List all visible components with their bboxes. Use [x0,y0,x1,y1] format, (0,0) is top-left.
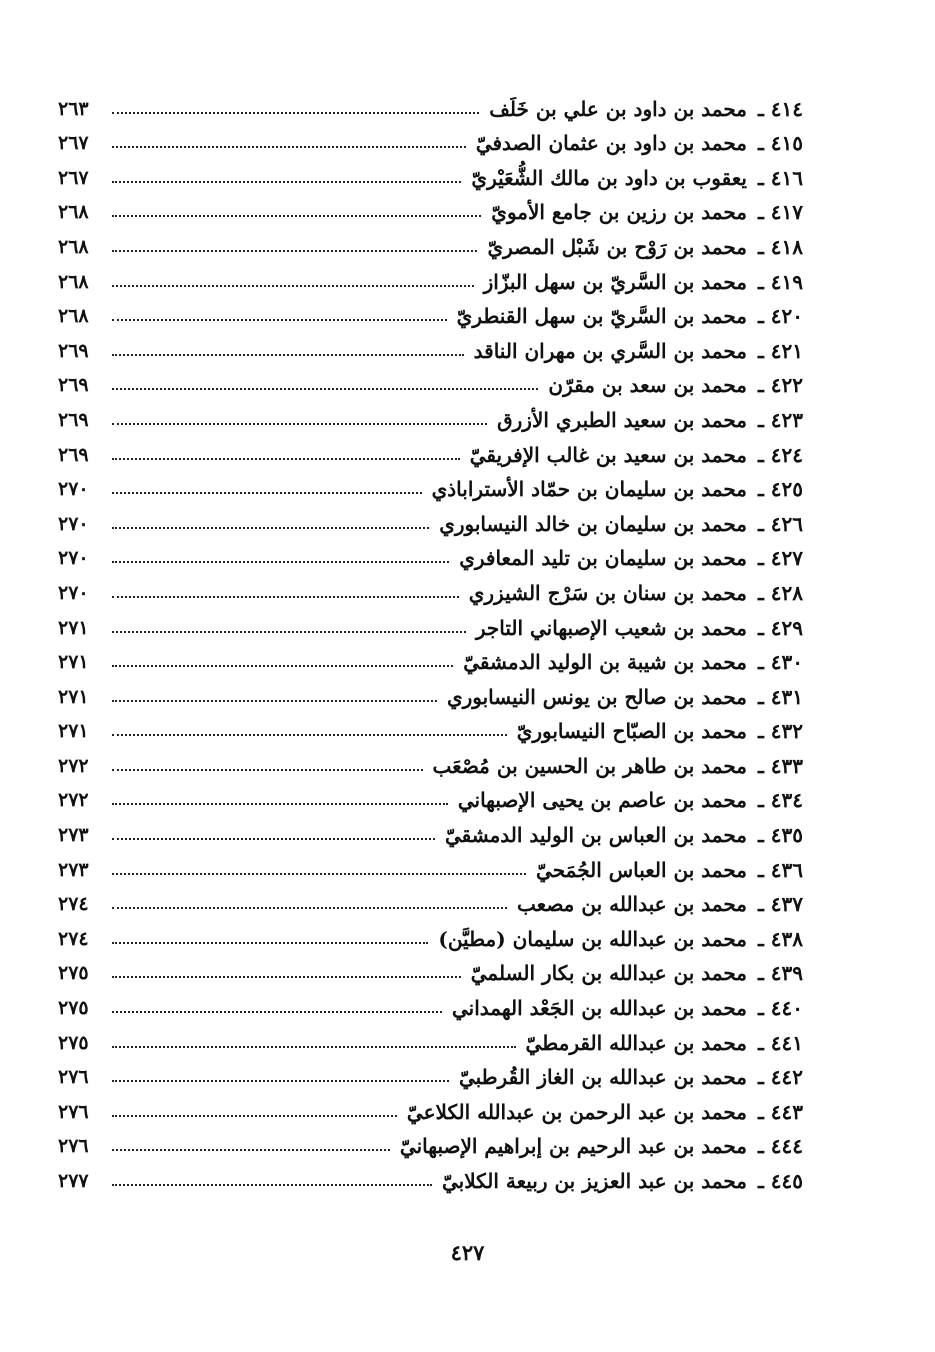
toc-entry [58,1126,803,1161]
toc-entry [58,780,803,815]
dot-leader [112,111,479,114]
toc-entry [58,434,803,469]
entry-title [432,753,803,778]
entry-number: ٤٣٧ ـ [757,892,803,917]
entry-title [489,96,803,121]
entry-number: ٤٢٩ ـ [757,615,803,640]
dot-leader [112,491,422,494]
dot-leader [112,1079,449,1082]
entry-title [438,926,803,951]
entry-name: محمد بن السَّري بن مهران الناقد [473,338,747,363]
entry-title [457,788,803,813]
entry-name: محمد بن رَوْح بن شَبْل المصريّ [487,234,747,259]
table-of-contents [58,88,803,1195]
entry-page: ٢٦٧ [58,132,89,155]
toc-entry [58,849,803,884]
toc-entry [58,711,803,746]
toc-entry [58,399,803,434]
entry-name: محمد بن عبدالله بن بكار السلميّ [470,961,747,986]
entry-number: ٤١٤ ـ [757,96,803,121]
dot-leader [112,560,449,563]
toc-entry [58,918,803,953]
dot-leader [112,318,447,321]
entry-page: ٢٦٨ [58,270,89,293]
entry-number: ٤٣٤ ـ [757,788,803,813]
entry-page: ٢٧١ [58,685,89,708]
entry-number: ٤٣٦ ـ [757,857,803,882]
dot-leader [112,1114,397,1117]
entry-number: ٤١٥ ـ [757,131,803,156]
toc-entry [58,538,803,573]
entry-name: محمد بن عبد العزيز بن ربيعة الكلابيّ [442,1169,747,1193]
entry-title [475,131,803,156]
entry-title [458,1065,803,1090]
entry-name: محمد بن سليمان بن حمّاد الأستراباذي [431,477,747,502]
entry-number: ٤١٩ ـ [757,269,803,294]
entry-number: ٤٣٥ ـ [757,823,803,848]
entry-number: ٤٢١ ـ [757,338,803,363]
entry-page: ٢٧٤ [58,927,89,950]
page-number: ٤٢٧ [450,1240,485,1265]
toc-entry [58,953,803,988]
entry-name: محمد بن شعيب الإصبهاني التاجر [475,615,747,640]
entry-title [459,546,803,571]
entry-number: ٤٢٢ ـ [757,373,803,398]
toc-entry [58,987,803,1022]
entry-name: محمد بن سنان بن سَرْج الشيزري [468,580,747,605]
dot-leader [112,699,437,702]
toc-entry [58,1057,803,1092]
entry-page: ٢٦٧ [58,166,89,189]
entry-page: ٢٦٩ [58,408,89,431]
toc-entry [58,469,803,504]
entry-name: محمد بن عبد الرحيم بن إبراهيم الإصبهانيّ [399,1134,747,1159]
entry-name: محمد بن سعد بن مقرّن [548,373,747,398]
dot-leader [112,214,481,217]
entry-number: ٤٤٣ ـ [757,1099,803,1124]
entry-number: ٤٤٠ ـ [757,996,803,1021]
entry-page: ٢٧٠ [58,581,89,604]
entry-name: محمد بن عبد الرحمن بن عبدالله الكلاعيّ [406,1099,747,1124]
entry-title [473,338,803,363]
entry-title [431,477,803,502]
entry-name: محمد بن سليمان بن تليد المعافري [459,546,747,571]
entry-page: ٢٧٠ [58,512,89,535]
dot-leader [112,837,435,840]
toc-entry [58,226,803,261]
entry-title [463,650,803,675]
entry-page: ٢٧٠ [58,547,89,570]
dot-leader [112,975,461,978]
entry-title [536,857,803,882]
entry-page: ٢٦٣ [58,97,89,120]
toc-entry [58,676,803,711]
entry-number: ٤٤١ ـ [757,1030,803,1055]
dot-leader [112,145,466,148]
entry-title [487,234,803,259]
entry-page: ٢٧٦ [58,1066,89,1089]
toc-entry [58,814,803,849]
toc-entry [58,503,803,538]
entry-name: يعقوب بن داود بن مالك الشُّعَيْريّ [471,165,747,190]
entry-name: محمد بن صالح بن يونس النيسابوري [446,684,747,709]
entry-page: ٢٧٣ [58,858,89,881]
dot-leader [112,872,526,875]
toc-entry [58,157,803,192]
toc-entry [58,88,803,123]
entry-title [444,823,803,848]
dot-leader [112,1148,390,1151]
entry-page: ٢٦٨ [58,235,89,258]
toc-entry [58,745,803,780]
entry-number: ٤٣٨ ـ [757,926,803,951]
dot-leader [112,630,466,633]
toc-entry [58,365,803,400]
entry-title [475,615,803,640]
dot-leader [112,1045,516,1048]
entry-number: ٤٣٠ ـ [757,650,803,675]
entry-page: ٢٧٦ [58,1100,89,1123]
toc-entry [58,642,803,677]
dot-leader [112,1010,442,1013]
entry-name: محمد بن طاهر بن الحسين بن مُصْعَب [432,753,747,778]
dot-leader [112,457,460,460]
toc-entry [58,1091,803,1126]
entry-title [451,996,803,1021]
entry-number: ٤٢٧ ـ [757,546,803,571]
entry-title [471,165,803,190]
entry-name: محمد بن السَّريّ بن سهل القنطريّ [456,304,747,329]
entry-name: محمد بن داود بن علي بن خَلَف [489,96,747,121]
toc-entry [58,296,803,331]
entry-number: ٤٣١ ـ [757,684,803,709]
entry-name: محمد بن عبدالله بن مصعب [517,892,747,917]
entry-page: ٢٧٦ [58,1135,89,1158]
entry-page: ٢٦٩ [58,443,89,466]
entry-number: ٤٣٩ ـ [757,961,803,986]
entry-name: محمد بن عبدالله بن سليمان (مطيَّن) [438,926,747,951]
dot-leader [112,249,477,252]
entry-title [469,442,803,467]
dot-leader [112,422,487,425]
entry-number: ٤٤٤ ـ [757,1134,803,1159]
toc-entry [58,192,803,227]
entry-page: ٢٧١ [58,720,89,743]
dot-leader [112,733,507,736]
entry-title [406,1099,803,1124]
entry-title [548,373,803,398]
entry-page: ٢٦٨ [58,305,89,328]
entry-title [516,719,803,744]
entry-title [483,269,803,294]
dot-leader [112,941,428,944]
toc-entry [58,572,803,607]
entry-page: ٢٧٧ [58,1170,89,1192]
dot-leader [112,664,453,667]
dot-leader [112,802,448,805]
entry-name: محمد بن الصبّاح النيسابوريّ [516,719,747,744]
toc-entry [58,1022,803,1057]
entry-title [517,892,803,917]
entry-page: ٢٧١ [58,651,89,674]
entry-title [446,684,803,709]
entry-title [468,580,803,605]
entry-title [399,1134,803,1159]
entry-number: ٤٤٥ ـ [757,1169,803,1193]
entry-page: ٢٧٢ [58,789,89,812]
dot-leader [112,284,474,287]
entry-page: ٢٦٩ [58,374,89,397]
entry-name: محمد بن عبدالله القرمطيّ [525,1030,747,1055]
entry-number: ٤١٧ ـ [757,200,803,225]
entry-title [491,200,803,225]
entry-title [439,511,803,536]
entry-name: محمد بن العباس الجُمَحيّ [536,857,747,882]
dot-leader [112,180,461,183]
entry-number: ٤٢٥ ـ [757,477,803,502]
entry-page: ٢٧٢ [58,754,89,777]
entry-name: محمد بن عبدالله بن الجَعْد الهمداني [451,996,747,1021]
dot-leader [112,595,459,598]
entry-page: ٢٧٠ [58,478,89,501]
entry-page: ٢٧٥ [58,997,89,1020]
entry-title [525,1030,803,1055]
entry-number: ٤٢٦ ـ [757,511,803,536]
toc-entry [58,1160,803,1195]
entry-page: ٢٦٩ [58,339,89,362]
entry-name: محمد بن داود بن عثمان الصدفيّ [475,131,747,156]
toc-entry [58,607,803,642]
entry-name: محمد بن سعيد الطبري الأزرق [497,407,747,432]
entry-page: ٢٧٥ [58,962,89,985]
dot-leader [112,906,507,909]
entry-number: ٤٢٤ ـ [757,442,803,467]
entry-number: ٤٣٣ ـ [757,753,803,778]
entry-number: ٤٤٢ ـ [757,1065,803,1090]
entry-title [442,1171,803,1191]
entry-name: محمد بن سليمان بن خالد النيسابوري [439,511,747,536]
entry-page: ٢٧٥ [58,1031,89,1054]
entry-name: محمد بن عاصم بن يحيى الإصبهاني [457,788,747,813]
toc-entry [58,884,803,919]
entry-number: ٤٢٣ ـ [757,407,803,432]
dot-leader [112,768,423,771]
entry-number: ٤١٨ ـ [757,234,803,259]
entry-number: ٤١٦ ـ [757,165,803,190]
entry-title [497,407,803,432]
entry-page: ٢٧٣ [58,824,89,847]
entry-page: ٢٦٨ [58,201,89,224]
entry-number: ٤٢٨ ـ [757,580,803,605]
entry-number: ٤٣٢ ـ [757,719,803,744]
entry-title [456,304,803,329]
entry-page: ٢٧٤ [58,893,89,916]
entry-name: محمد بن سعيد بن غالب الإفريقيّ [469,442,747,467]
entry-title [470,961,803,986]
entry-name: محمد بن عبدالله بن الغاز القُرطبيّ [458,1065,747,1090]
entry-page: ٢٧١ [58,616,89,639]
entry-name: محمد بن العباس بن الوليد الدمشقيّ [444,823,747,848]
dot-leader [112,353,464,356]
toc-entry [58,123,803,158]
entry-name: محمد بن السَّريّ بن سهل البزّاز [483,269,747,294]
dot-leader [112,526,429,529]
entry-number: ٤٢٠ ـ [757,304,803,329]
dot-leader [112,387,538,390]
entry-name: محمد بن رزين بن جامع الأمويّ [491,200,747,225]
dot-leader [112,1183,432,1186]
toc-entry [58,261,803,296]
entry-name: محمد بن شيبة بن الوليد الدمشقيّ [463,650,747,675]
toc-entry [58,330,803,365]
